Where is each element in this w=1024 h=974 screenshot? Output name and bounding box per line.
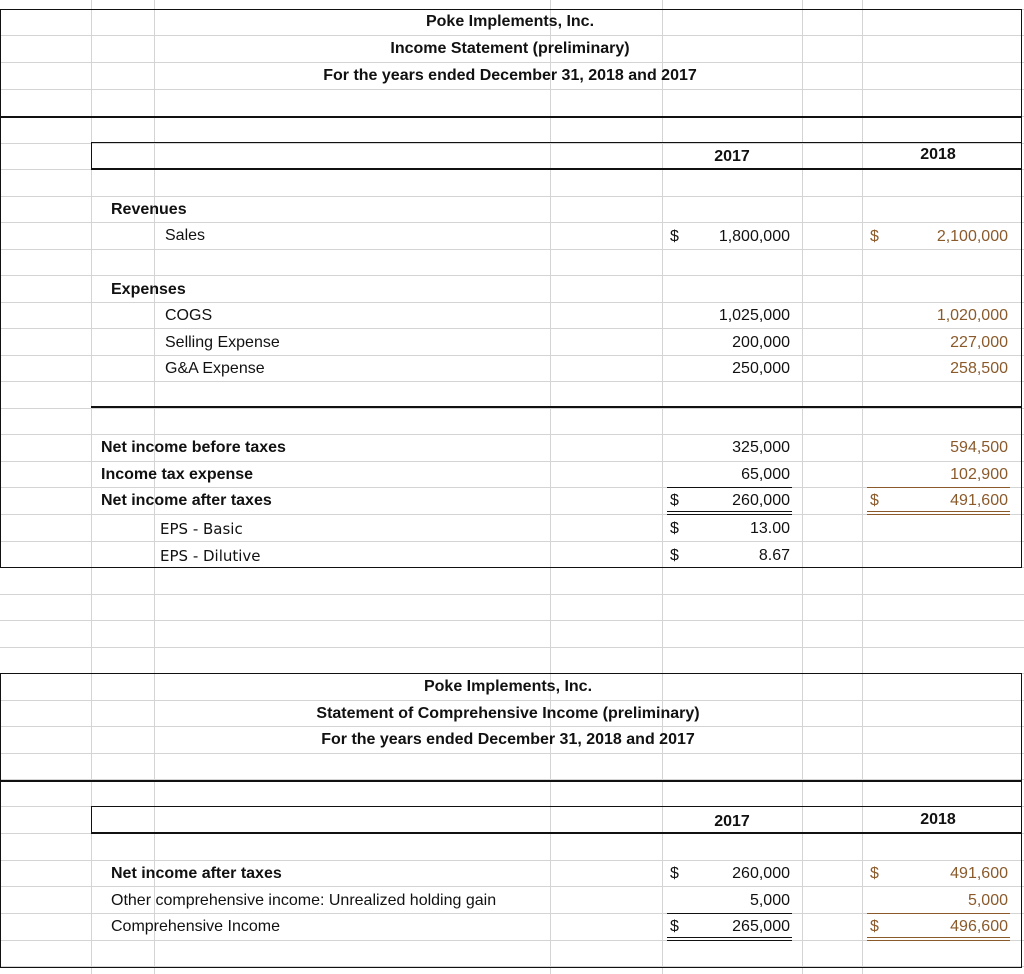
total-underline [667, 913, 792, 914]
comprehensive-title: Statement of Comprehensive Income (preliminary) [316, 705, 700, 722]
revenues-heading: Revenues [111, 201, 187, 218]
niat-2018: 491,600 [950, 492, 1008, 509]
currency-symbol: $ [670, 918, 679, 935]
double-underline [667, 514, 792, 515]
ga-expense-2018: 258,500 [950, 360, 1008, 377]
double-underline [667, 937, 792, 938]
selling-expense-2018: 227,000 [950, 334, 1008, 351]
comprehensive-income-label: Comprehensive Income [111, 918, 280, 935]
ci-niat-label: Net income after taxes [111, 865, 282, 882]
total-underline [867, 487, 1010, 488]
oci-2017: 5,000 [749, 892, 790, 909]
oci-2018: 5,000 [967, 892, 1008, 909]
income-company-name: Poke Implements, Inc. [425, 13, 595, 30]
income-col-2018: 2018 [920, 146, 956, 163]
selling-expense-label: Selling Expense [165, 334, 280, 351]
section-divider [91, 406, 1022, 408]
income-statement-title: Income Statement (preliminary) [390, 40, 630, 57]
niat-2017: 260,000 [732, 492, 790, 509]
double-underline [867, 514, 1010, 515]
total-underline [867, 913, 1010, 914]
currency-symbol: $ [870, 492, 879, 509]
currency-symbol: $ [670, 492, 679, 509]
currency-symbol: $ [870, 865, 879, 882]
cogs-2017: 1,025,000 [718, 307, 790, 324]
currency-symbol: $ [670, 520, 679, 537]
comprehensive-col-2017: 2017 [714, 813, 750, 830]
eps-basic-2017: 13.00 [749, 520, 790, 537]
income-col-2017: 2017 [714, 148, 750, 165]
nibt-2017: 325,000 [732, 439, 790, 456]
currency-symbol: $ [670, 547, 679, 564]
sales-label: Sales [165, 227, 206, 244]
currency-symbol: $ [870, 228, 879, 245]
double-underline [867, 940, 1010, 941]
expenses-heading: Expenses [111, 281, 186, 298]
tax-expense-label: Income tax expense [101, 466, 254, 483]
sales-2017: 1,800,000 [718, 228, 790, 245]
comprehensive-company-name: Poke Implements, Inc. [423, 678, 593, 695]
ci-niat-2018: 491,600 [950, 865, 1008, 882]
eps-dilutive-2017: 8.67 [758, 547, 790, 564]
ci-niat-2017: 260,000 [732, 865, 790, 882]
ga-expense-label: G&A Expense [165, 360, 265, 377]
double-underline [867, 511, 1010, 512]
eps-dilutive-label: EPS - Dilutive [160, 547, 261, 565]
comprehensive-income-2017: 265,000 [732, 918, 790, 935]
niat-label: Net income after taxes [101, 492, 272, 509]
nibt-2018: 594,500 [950, 439, 1008, 456]
selling-expense-2017: 200,000 [732, 334, 790, 351]
eps-basic-label: EPS - Basic [160, 520, 243, 538]
comprehensive-income-2018: 496,600 [950, 918, 1008, 935]
tax-expense-2018: 102,900 [950, 466, 1008, 483]
income-period: For the years ended December 31, 2018 and 2017 [323, 67, 697, 84]
oci-label: Other comprehensive income: Unrealized holding gain [111, 892, 497, 909]
currency-symbol: $ [670, 228, 679, 245]
cogs-label: COGS [165, 307, 213, 324]
comprehensive-period: For the years ended December 31, 2018 and 2017 [321, 731, 695, 748]
total-underline [667, 487, 792, 488]
comprehensive-col-2018: 2018 [920, 811, 956, 828]
double-underline [667, 940, 792, 941]
double-underline [867, 937, 1010, 938]
tax-expense-2017: 65,000 [741, 466, 790, 483]
sales-2018: 2,100,000 [936, 228, 1008, 245]
double-underline [667, 511, 792, 512]
cogs-2018: 1,020,000 [936, 307, 1008, 324]
nibt-label: Net income before taxes [101, 439, 286, 456]
currency-symbol: $ [670, 865, 679, 882]
ga-expense-2017: 250,000 [732, 360, 790, 377]
currency-symbol: $ [870, 918, 879, 935]
